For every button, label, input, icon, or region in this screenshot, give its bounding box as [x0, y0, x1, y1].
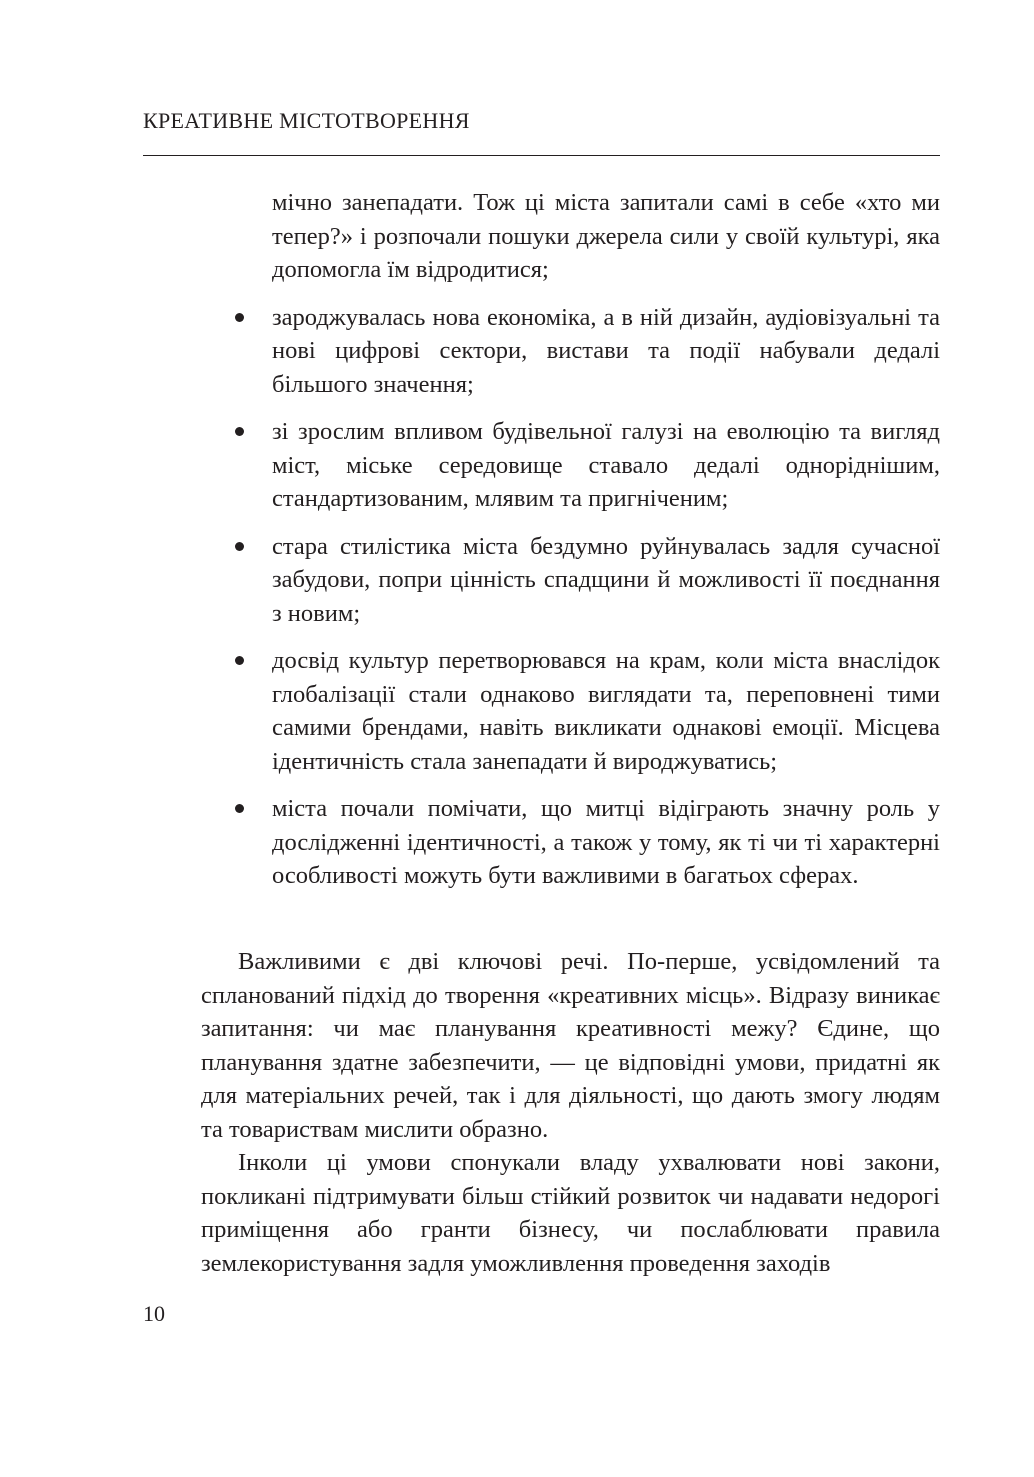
list-item: [143, 301, 940, 402]
header-rule: [143, 155, 940, 156]
list-item: [143, 530, 940, 631]
paragraph: [201, 945, 940, 1146]
bullet-dot-icon: [235, 542, 244, 551]
bullet-dot-icon: [235, 313, 244, 322]
paragraph: [201, 1146, 940, 1280]
list-item-text: зі зрослим впливом будівельної галузі на еволюцію та вигляд міст, міське середовище ставало дедалі одноріднішим, стандартизованим, млявим та пригніченим;: [272, 418, 940, 512]
bullet-dot-icon: [235, 804, 244, 813]
list-item: [143, 415, 940, 516]
paragraph-text: Важливими є дві ключові речі. По-перше, усвідомлений та спланований підхід до творення «креативних місць». Відразу виникає запитання: чи має планування креативності межу? Єдине, що планування здатне забезпечити, — це відповідні умови, придатні як для матеріальних речей, так і для діяльності, що дають змогу людям та товариствам мислити образно.: [201, 948, 940, 1143]
list-item-text: мічно занепадати. Тож ці міста запитали самі в себе «хто ми тепер?» і розпочали пошуки джерела сили у своїй культурі, яка допомогла їм відродитися;: [272, 189, 940, 283]
list-item: [143, 792, 940, 893]
list-item-text: міста почали помічати, що митці відіграють значну роль у дослідженні ідентичності, а також у тому, як ті чи ті характерні особливості можуть бути важливими в багатьох сферах.: [272, 795, 940, 889]
list-item-text: зароджувалась нова економіка, а в ній дизайн, аудіовізуальні та нові цифрові сектори, вистави та події набували дедалі більшого значення;: [272, 303, 940, 398]
page-number: 10: [143, 1301, 165, 1326]
running-head-title: КРЕАТИВНЕ МІСТОТВОРЕННЯ: [143, 108, 470, 133]
list-item-continuation: [143, 186, 940, 287]
bullet-list: [143, 186, 940, 907]
bullet-dot-icon: [235, 656, 244, 665]
list-item-text: досвід культур перетворювався на крам, коли міста внаслідок глобалізації стали однаково виглядати та, переповнені тими самими брендами, навіть викликати однакові емоції. Місцева ідентичність стала занепадати й вироджуватись;: [272, 647, 940, 775]
paragraph-text: Інколи ці умови спонукали владу ухвалювати нові закони, покликані підтримувати більш стійкий розвиток чи надавати недорогі приміщення або гранти бізнесу, чи послаблювати правила землекористування задля уможливлення проведення заходів: [201, 1149, 940, 1277]
body-text: [201, 945, 940, 1280]
bullet-dot-icon: [235, 427, 244, 436]
list-item-text: стара стилістика міста бездумно руйнувалась задля сучасної забудови, попри цінність спадщини й можливості її поєднання з новим;: [272, 532, 940, 627]
list-item: [143, 644, 940, 778]
